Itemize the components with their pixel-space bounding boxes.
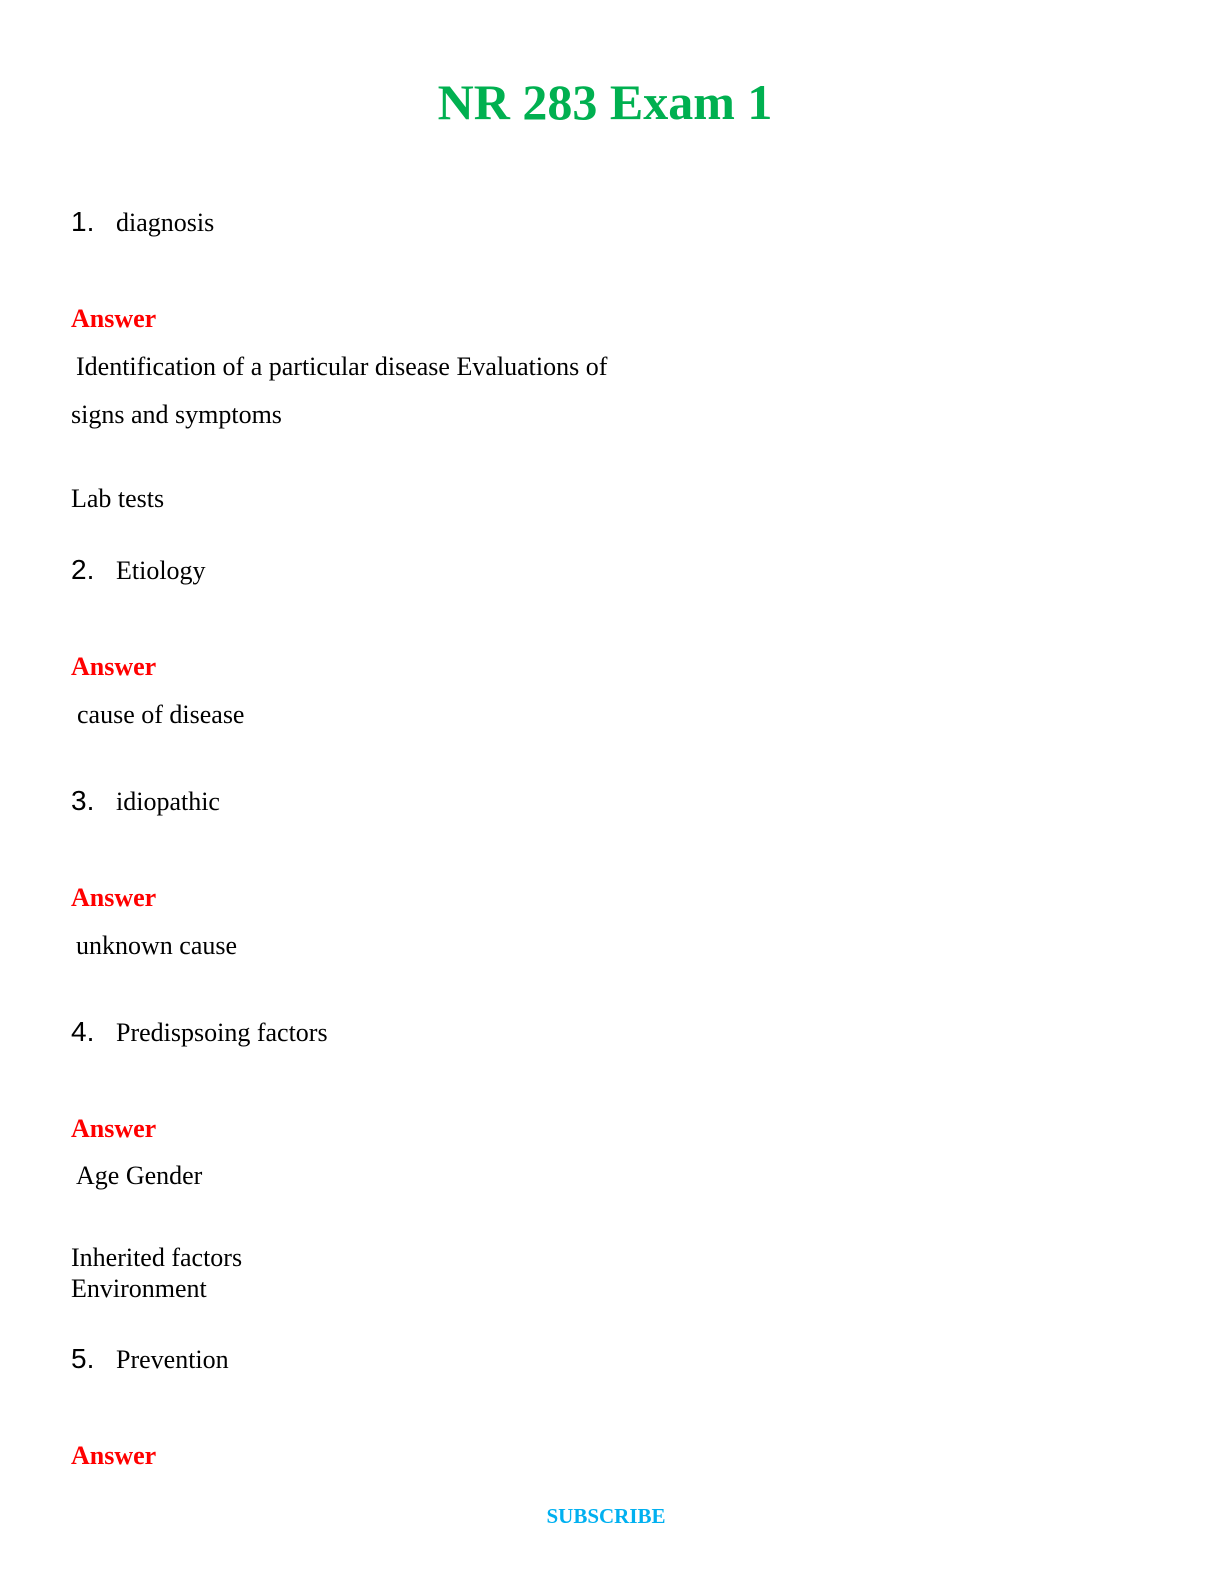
answer-label: Answer — [71, 304, 157, 333]
answer-text: Lab tests — [71, 484, 165, 513]
question-number: 4. — [71, 1016, 95, 1047]
answer-text: cause of disease — [77, 700, 245, 729]
answer-text: signs and symptoms — [71, 400, 282, 429]
answer-text: Age Gender — [76, 1161, 203, 1190]
question-term: Etiology — [116, 556, 206, 585]
question-term: diagnosis — [116, 208, 215, 237]
question-term: Prevention — [116, 1345, 229, 1374]
question-number: 5. — [71, 1343, 95, 1374]
subscribe-link[interactable]: SUBSCRIBE — [546, 1504, 666, 1528]
answer-label: Answer — [71, 652, 157, 681]
page-title: NR 283 Exam 1 — [437, 74, 773, 130]
answer-text: unknown cause — [76, 931, 238, 960]
question-term: idiopathic — [116, 787, 220, 816]
answer-label: Answer — [71, 883, 157, 912]
question-number: 3. — [71, 785, 95, 816]
answer-label: Answer — [71, 1441, 157, 1470]
answer-text: Identification of a particular disease Evaluations of — [76, 352, 608, 381]
answer-text: Inherited factors — [71, 1243, 243, 1272]
question-number: 1. — [71, 206, 95, 237]
question-number: 2. — [71, 554, 95, 585]
answer-label: Answer — [71, 1114, 157, 1143]
question-term: Predispsoing factors — [116, 1018, 328, 1047]
answer-text: Environment — [71, 1274, 207, 1303]
